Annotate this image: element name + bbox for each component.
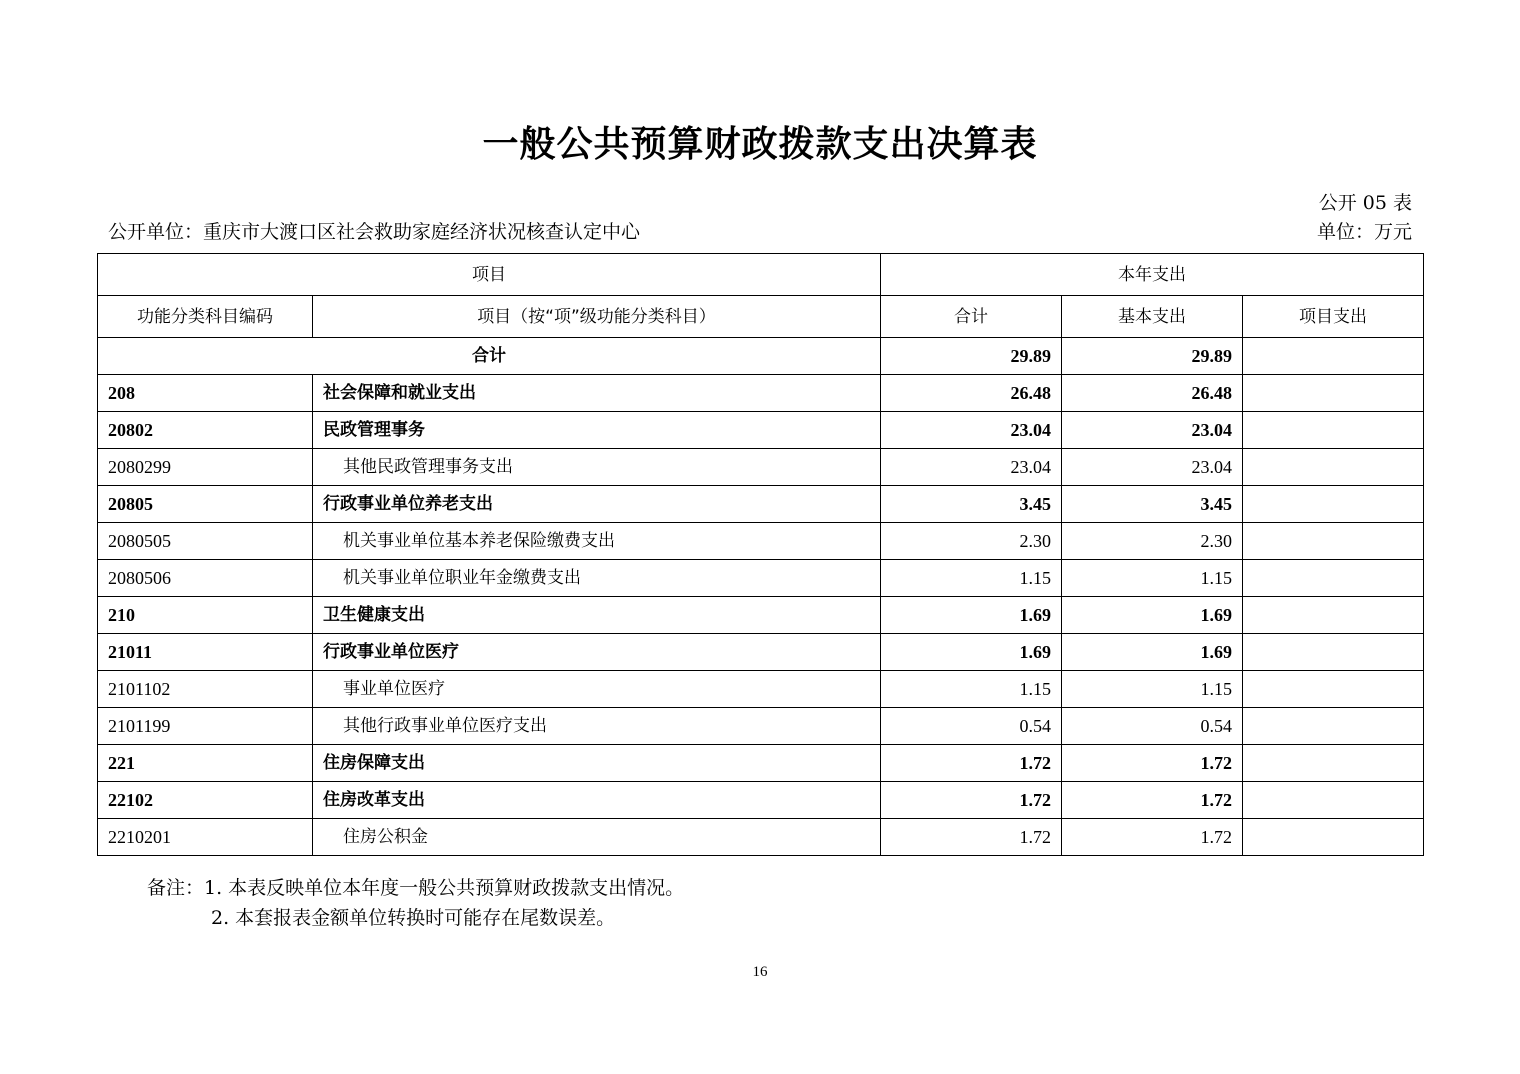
header-project-expense: 项目支出 <box>1243 296 1424 338</box>
row-basic: 1.72 <box>1062 819 1243 856</box>
table-row <box>98 412 1424 449</box>
form-number: 公开 05 表 <box>1318 192 1412 214</box>
header-code: 功能分类科目编码 <box>98 296 313 338</box>
row-basic: 3.45 <box>1062 486 1243 523</box>
row-total: 1.72 <box>881 819 1062 856</box>
header-total: 合计 <box>881 296 1062 338</box>
header-project: 项目 <box>98 254 881 296</box>
row-project <box>1243 449 1424 486</box>
row-project <box>1243 486 1424 523</box>
row-basic: 26.48 <box>1062 375 1243 412</box>
total-basic: 29.89 <box>1062 338 1243 375</box>
row-name: 其他民政管理事务支出 <box>313 449 881 486</box>
row-name: 其他行政事业单位医疗支出 <box>313 708 881 745</box>
row-name: 机关事业单位职业年金缴费支出 <box>313 560 881 597</box>
table-row <box>98 523 1424 560</box>
row-project <box>1243 634 1424 671</box>
row-name: 行政事业单位医疗 <box>313 634 881 671</box>
row-name: 行政事业单位养老支出 <box>313 486 881 523</box>
table-row <box>98 819 1424 856</box>
row-total: 1.69 <box>881 634 1062 671</box>
reporting-unit: 公开单位：重庆市大渡口区社会救助家庭经济状况核查认定中心 <box>108 221 641 243</box>
row-name: 机关事业单位基本养老保险缴费支出 <box>313 523 881 560</box>
row-total: 1.72 <box>881 782 1062 819</box>
row-total: 1.15 <box>881 671 1062 708</box>
row-name: 住房改革支出 <box>313 782 881 819</box>
row-total: 2.30 <box>881 523 1062 560</box>
currency-unit: 单位：万元 <box>1316 221 1412 243</box>
row-name: 社会保障和就业支出 <box>313 375 881 412</box>
row-code: 2080506 <box>98 560 313 597</box>
note-line-2: 2. 本套报表金额单位转换时可能存在尾数误差。 <box>211 907 616 929</box>
row-basic: 23.04 <box>1062 449 1243 486</box>
table-row <box>98 634 1424 671</box>
header-row-1 <box>98 254 1424 296</box>
row-project <box>1243 597 1424 634</box>
page-number: 16 <box>752 964 768 980</box>
row-basic: 1.15 <box>1062 560 1243 597</box>
row-code: 2080505 <box>98 523 313 560</box>
row-code: 221 <box>98 745 313 782</box>
row-basic: 1.15 <box>1062 671 1243 708</box>
row-basic: 1.69 <box>1062 634 1243 671</box>
table-row <box>98 671 1424 708</box>
total-amount: 29.89 <box>881 338 1062 375</box>
row-project <box>1243 745 1424 782</box>
row-code: 22102 <box>98 782 313 819</box>
row-name: 卫生健康支出 <box>313 597 881 634</box>
row-name: 事业单位医疗 <box>313 671 881 708</box>
row-code: 2101102 <box>98 671 313 708</box>
row-name: 民政管理事务 <box>313 412 881 449</box>
row-basic: 2.30 <box>1062 523 1243 560</box>
row-project <box>1243 375 1424 412</box>
row-code: 2210201 <box>98 819 313 856</box>
total-project <box>1243 338 1424 375</box>
table-row <box>98 597 1424 634</box>
row-project <box>1243 412 1424 449</box>
row-total: 1.69 <box>881 597 1062 634</box>
row-project <box>1243 523 1424 560</box>
row-code: 20805 <box>98 486 313 523</box>
row-project <box>1243 708 1424 745</box>
header-row-2 <box>98 296 1424 338</box>
row-total: 1.15 <box>881 560 1062 597</box>
row-total: 3.45 <box>881 486 1062 523</box>
row-total: 23.04 <box>881 449 1062 486</box>
table-body <box>98 254 1424 856</box>
table-row <box>98 560 1424 597</box>
table-row <box>98 782 1424 819</box>
row-code: 208 <box>98 375 313 412</box>
row-basic: 1.69 <box>1062 597 1243 634</box>
table-row <box>98 745 1424 782</box>
row-project <box>1243 671 1424 708</box>
row-total: 0.54 <box>881 708 1062 745</box>
row-code: 2080299 <box>98 449 313 486</box>
row-project <box>1243 782 1424 819</box>
row-code: 2101199 <box>98 708 313 745</box>
note-line-1: 备注：1. 本表反映单位本年度一般公共预算财政拨款支出情况。 <box>147 877 685 899</box>
row-total: 1.72 <box>881 745 1062 782</box>
expenditure-table <box>97 253 1424 856</box>
row-code: 20802 <box>98 412 313 449</box>
row-total: 23.04 <box>881 412 1062 449</box>
header-item: 项目（按“项”级功能分类科目） <box>313 296 881 338</box>
row-code: 210 <box>98 597 313 634</box>
row-basic: 0.54 <box>1062 708 1243 745</box>
table-row <box>98 449 1424 486</box>
header-basic: 基本支出 <box>1062 296 1243 338</box>
row-basic: 1.72 <box>1062 745 1243 782</box>
table-row <box>98 708 1424 745</box>
row-name: 住房保障支出 <box>313 745 881 782</box>
row-basic: 1.72 <box>1062 782 1243 819</box>
header-current-year: 本年支出 <box>881 254 1424 296</box>
row-name: 住房公积金 <box>313 819 881 856</box>
table-row <box>98 486 1424 523</box>
total-row <box>98 338 1424 375</box>
table-row <box>98 375 1424 412</box>
total-label: 合计 <box>98 338 881 375</box>
row-total: 26.48 <box>881 375 1062 412</box>
page-title: 一般公共预算财政拨款支出决算表 <box>482 124 1038 165</box>
row-basic: 23.04 <box>1062 412 1243 449</box>
row-project <box>1243 819 1424 856</box>
row-code: 21011 <box>98 634 313 671</box>
row-project <box>1243 560 1424 597</box>
